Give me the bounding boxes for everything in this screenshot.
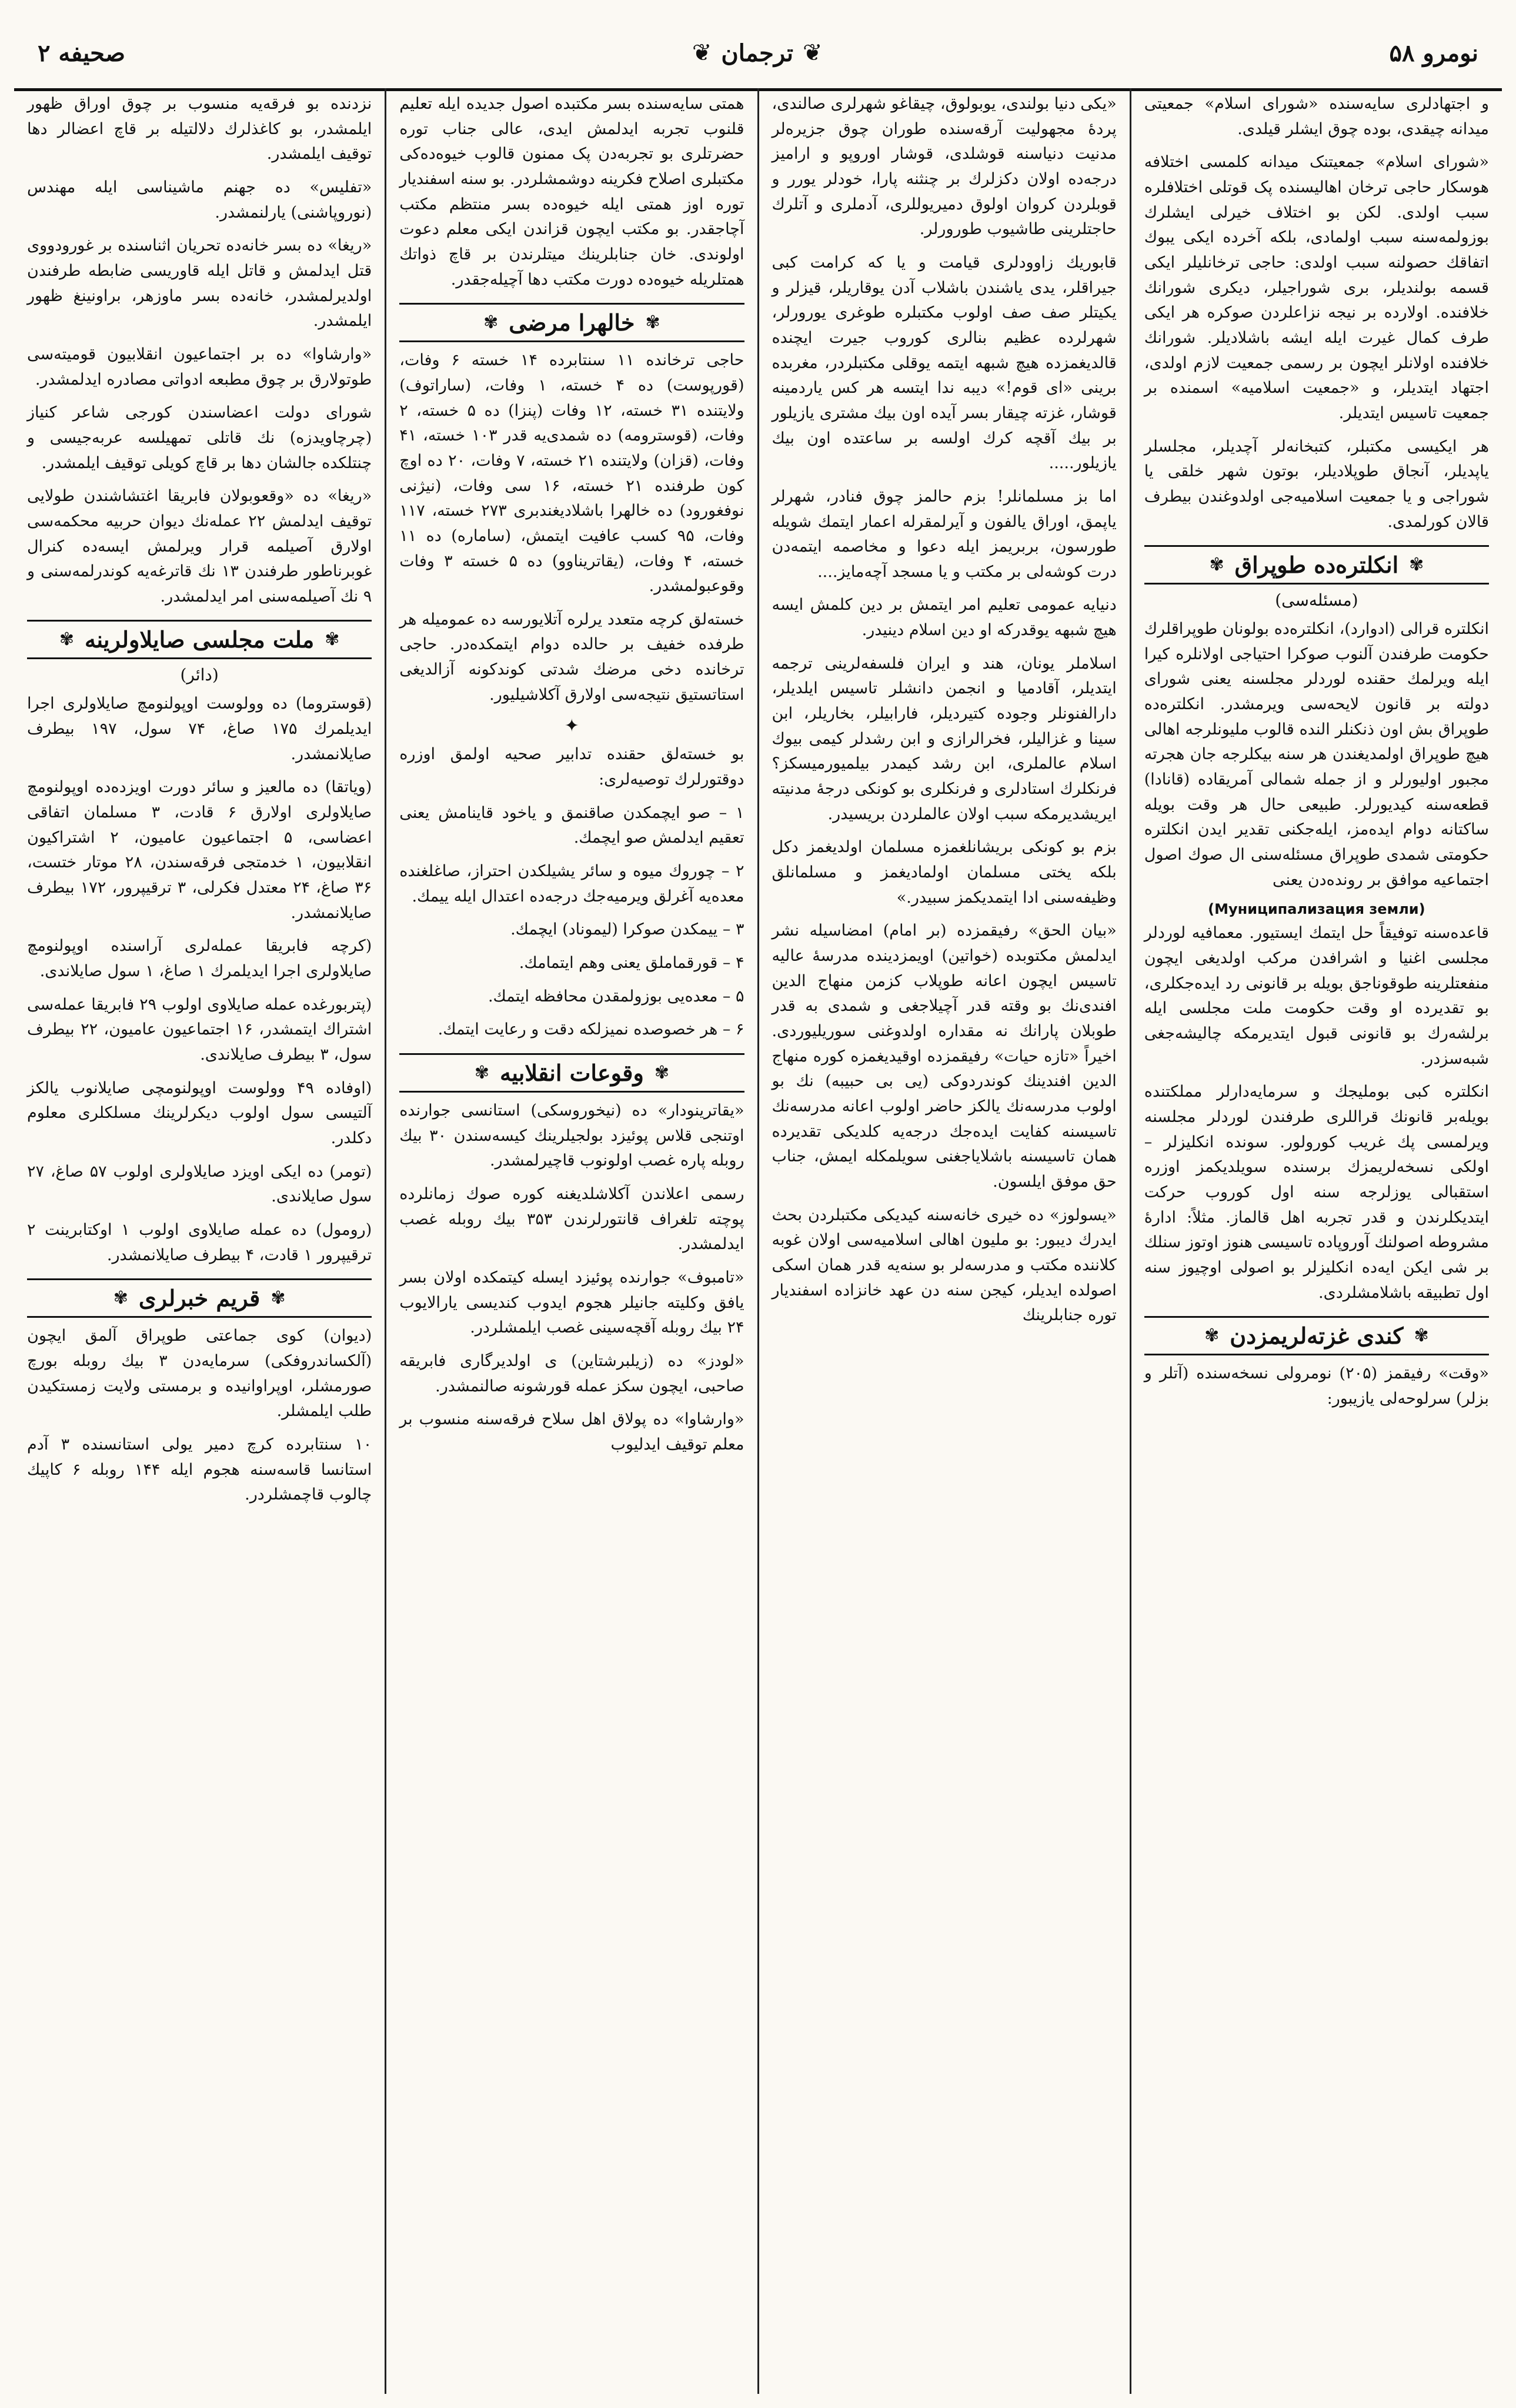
article-paragraph: قابوریك زاوودلری قیامت و یا که کرامت کبی جیراقلر، یدی یاشندن باشلاب آدن یوقاریلر، قیزلر و یکیتلر صف صف اولوب مکتبلره طوغری یورورلر، شهرلرده عظیم بنالری کوروب جیرت ایچنده قالدیغمزده هیچ شبهه ایتمه یوقلی مکتبلردر، مغربده برینی «ای قوم!» دیبه ندا ایتسه هر کس یاردمینه قوشار، غزته چیقار بسر آیده اون بیك مشتری یازیلور بر بیك آقچه کرك اولسه بر ساعتده اون بیك یازیلور..... — [772, 253, 1117, 473]
article-paragraph: «وقت» رفیقمز (۲۰۵) نومرولی نسخه‌سنده (آتلر و بزلر) سرلوحه‌لی یازیبور: — [1144, 1364, 1489, 1408]
article-paragraph: و اجتهادلری سایه‌سنده «شورای اسلام» جمعیتی میدانه چیقدی، بوده چوق ایشلر قیلدی. — [1144, 95, 1489, 138]
section-heading-text: کندی غزته‌لریمزدن — [1230, 1322, 1404, 1350]
section-heading-text: قریم خبرلری — [138, 1285, 261, 1312]
floral-ornament-icon: ✾ — [1204, 1325, 1220, 1347]
section-subheading: (دائر) — [180, 665, 219, 685]
article-paragraph: (تومر) ده ایکی اویزد صایلاولری اولوب ۵۷ صاغ، ۲۷ سول صایلاندی. — [27, 1162, 372, 1206]
article-paragraph: «یقاترینودار» ده (نیخوروسکی) استانسی جوارنده اوتنجی قلاس پوئیزد بولجیلرینك کیسه‌سندن ۳۰ بیك روبله پاره غصب اولونوب قاچیرلمشدر. — [399, 1101, 744, 1170]
column-3 — [385, 88, 757, 2394]
column-4 — [14, 88, 385, 2394]
article-paragraph: ۶ – هر خصوصده نمیزلکه دقت و رعایت ایتمك. — [438, 1020, 744, 1039]
floral-ornament-icon: ❦ — [692, 39, 712, 66]
section-heading — [1144, 1316, 1489, 1355]
column-1 — [1130, 88, 1502, 2394]
section-heading-text: انکلتره‌ده طوپراق — [1234, 552, 1399, 579]
article-paragraph: (ویاتقا) ده مالعیز و سائر دورت اویزده‌ده اوپولنومچ صایلاولری اولارق ۶ قادت، ۳ مسلمان اتفاقی اعضاسی، ۵ اجتماعیون عامیون، ۲ اشتراکیون انقلابیون، ۱ خدمتجی فرقه‌سندن، ۲۸ موتار ختست، ۳۶ صاغ، ۲۴ معتدل فکرلی، ۳ ترقیپرور، ۱۷۲ بیطرف صایلانمشدر. — [27, 778, 372, 922]
column-2 — [757, 88, 1130, 2394]
section-heading — [1144, 545, 1489, 585]
section-heading — [27, 620, 372, 659]
masthead-title-block — [692, 39, 823, 67]
columns-container — [14, 88, 1502, 2394]
article-paragraph: «ریغا» ده بسر خانه‌ده تحریان اثناسنده بر غورودووی قتل ایدلمش و قاتل ایله قاوریسی ضابطه طرفندن اولدیرلمشدر، خانه‌ده بسر ماوزهر، براونینغ ظهور ایلمشدر. — [27, 236, 372, 330]
article-paragraph: ۵ – معده‌یی بوزولمقدن محافظه ایتمك. — [487, 987, 744, 1006]
floral-ornament-icon: ✾ — [59, 629, 75, 650]
section-subheading: (مسئله‌سی) — [1275, 590, 1358, 610]
section-heading — [399, 303, 744, 342]
section-heading-text: خالهرا مرضی — [509, 309, 635, 336]
issue-number: نومرو ۵۸ — [1389, 39, 1478, 67]
latin-cyrillic-term: (Муниципализация земли) — [1208, 901, 1425, 918]
article-paragraph: بزم بو کونکی بریشانلغمزه مسلمان اولدیغمز دکل بلکه یختی مسلمان اولمادیغمز و مسلمانلق وظیفه‌سنی ادا ایتمدیکمز سبیدر.» — [772, 838, 1117, 907]
floral-ornament-icon: ✾ — [271, 1288, 286, 1309]
article-paragraph: «بیان الحق» رفیقمزده (بر امام) امضاسیله نشر ایدلمش مکتوبده (خواتین) اویمزدینده مدرسۀ عالیه تاسیس ایچون اعانه طوپلاب کزمن منهاج الدین افندی‌نك بو وقته قدر آچیلاجغی و شمدی به قدر طوبلان پارانك نه مقداره اولدوغنی سوریلیوردی. اخیراً «تازه حیات» رفیقمزده اوقیدیغمزه کوره منهاج الدین افندینك کوندردوکی (یی بی حبیبه) نك بو اولوب مدرسه‌نك یالکز حاضر اولوب اعانه مدرسه‌نك تاسیسنه کفایت ایده‌جك درجه‌یه کلدیکی تقدیرده همان تاسیسنه باشلایاجغنی سویلمکله ایمش، جناب حق موفق ایلسون. — [772, 921, 1117, 1191]
article-paragraph: (رومول) ده عمله صایلاوی اولوب ۱ اوکتابرینت ۲ ترقیپرور ۱ قادت، ۴ بیطرف صایلانمشدر. — [27, 1220, 372, 1264]
page-number: صحیفه ۲ — [38, 39, 125, 67]
article-paragraph: بو خسته‌لق حقنده تدابیر صحیه اولمق اوزره دوقتورلرك توصیه‌لری: — [399, 745, 744, 789]
article-paragraph: اسلاملر یونان، هند و ایران فلسفه‌لرینی ترجمه ایتدیلر، آقادمیا و انجمن دانشلر تاسیس ایلدیلر، دارالفنونلر وجوده کتیردیلر، فارابیلر، بخاریلر، ابن سینا و غزالیلر، فخرالرازی و ابن رشدلر کیمی بیوك اسلام عالملری، ابن رشد کیمدر بیلمیورمیسکز؟ فرنکلرك استادلری و فرنکلری بو کونکی درجۀ مدنیته ایریشدیرمکه سبب اولان عالملردن بریسیدر. — [772, 654, 1117, 823]
article-paragraph: ۲ – چوروك میوه و سائر یشیلکدن احتراز، صاغلغنده معده‌یه آغرلق ویرمیه‌جك درجه‌ده اعتدال ایله ییمك. — [399, 862, 744, 906]
article-paragraph: «تفلیس» ده جهنم ماشیناسی ایله مهندس (نوروپاشنی) یارلنمشدر. — [27, 178, 372, 222]
article-paragraph: «وارشاوا» ده پولاق اهل سلاح فرقه‌سنه منسوب بر معلم توقیف ایدلیوب — [399, 1410, 744, 1454]
article-paragraph: «ریغا» ده «وقعوبولان فابریقا اغتشاشندن طولایی توقیف ایدلمش ۲۲ عمله‌نك دیوان حربیه محکمه‌سی اولارق آصیلمه قرار ویرلمش ایسه‌ده کنرال غوبرناطور طرفندن ۱۳ نك قاترغه‌یه کوندرلمه‌سنی و ۹ نك آصیلمه‌سنی امر ایدلمشدر. — [27, 487, 372, 606]
article-paragraph: دنیایه عمومی تعلیم امر ایتمش بر دین کلمش ایسه هیچ شبهه یوقدرکه او دین اسلام دینیدر. — [772, 596, 1117, 640]
article-paragraph: (کرچه فابریقا عمله‌لری آراسنده اوپولنومچ صایلاولری اجرا ایدیلمرك ۱ صاغ، ۱ سول صایلاندی. — [27, 937, 372, 981]
floral-ornament-icon: ❦ — [803, 39, 823, 66]
article-paragraph: (پتربورغده عمله صایلاوی اولوب ۲۹ فابریقا عمله‌سی اشتراك ایتمشدر، ۱۶ اجتماعیون عامیون، ۲۲ بیطرف سول، ۳ بیطرف صایلاندی. — [27, 995, 372, 1064]
floral-ornament-icon: ✾ — [1409, 555, 1424, 576]
floral-ornament-icon: ✾ — [645, 312, 660, 333]
article-paragraph: «وارشاوا» ده بر اجتماعیون انقلابیون قومیته‌سی طوتولارق بر چوق مطبعه ادواتی مصادره ایدلمشدر. — [27, 345, 372, 389]
floral-ornament-icon: ✾ — [1414, 1325, 1429, 1347]
article-paragraph: هر ایکیسی مکتبلر، کتبخانه‌لر آچدیلر، مجلسلر یاپدیلر، آنجاق طوپلادیلر، بوتون شهر خلقی یا شوراجی و یا جمعیت اسلامیه‌جی اولدوغندن بیطرف قالان کورلمدی. — [1144, 437, 1489, 531]
section-heading — [399, 1053, 744, 1093]
floral-ornament-icon: ✾ — [1209, 555, 1224, 576]
floral-ornament-icon: ✾ — [325, 629, 340, 650]
floral-ornament-icon: ✾ — [483, 312, 499, 333]
article-paragraph: «یسولوز» ده خیری خانه‌سنه کیدیکی مکتبلردن بحث ایدرك دیبور: بو ملیون اهالی اسلامیه‌سی اولان غوبه کلاننده مکتب و مدرسه‌لر بو سنه‌یه قدر همان اسکی اصولده ایدیلر، کیجن سنه‌ دن عهد خانزاده اسفندیار توره جنابلرینك — [772, 1205, 1117, 1325]
article-paragraph: شورای دولت اعضاسندن کورجی شاعر کنیاز (چرچاویدزه) نك قاتلی تمهیلسه عربه‌جیسی و چنتلکده جالشان دها بر قاچ کویلی توقیف ایلمشدر. — [27, 403, 372, 472]
article-paragraph: انکلتره کبی بوملیجك و سرمایه‌دارلر مملکتنده بویله‌بر قانونك قراللری طرفندن لوردلر مجلسنه ویرلمسی پك غریب کورولور. سونده انکلیزلر – اولکی نسخه‌لریمزك برسنده‌ سویلدیکمز اوزره استقبالی یوزلرجه سنه اول کوروب حرکت ایتدیکلرندن و قدر تجربه اهل قالماز. مثلاً: ادارۀ مشروطه اصولنك آوروپاده تاسیسی هنوز اوتوز سنلك بر شی ایکن ایه‌ده انکلیزلر بو اصولی اوچیوز سنه اول تطبیقه باشلامشلردی. — [1144, 1083, 1489, 1302]
article-paragraph: همتی سایه‌سنده بسر مکتبده اصول جدیده ایله تعلیم قلنوب تجربه ایدلمش ایدی، عالی جناب توره حضرتلری بو تجربه‌دن پک ممنون قالوب خیوه‌ده‌کی مکتبلری اصلاح فکرینه دوشمشلردر. بو سنه اسفندیار توره اوز همتی ایله خیوه‌ده بسر منتظم مکتب آچاجقدر. بو مکتب ایچون قزاندن ایکی معلم دعوت اولوندی. خان جنابلرینك میتلرندن بر قاچ ذواتك همتلریله خیوه‌ده دورت مکتب دها آچیله‌جقدر. — [399, 95, 744, 289]
article-paragraph: ۴ – قورقماملق یعنی وهم ایتمامك. — [519, 954, 744, 973]
floral-ornament-icon: ✾ — [474, 1063, 489, 1083]
section-heading-text: ملت مجلسی صایلاولرینه — [85, 626, 315, 653]
article-paragraph: اما بز مسلمانلر! بزم حالمز چوق فنادر، شهرلر یاپمق، اوراق یالفون و آیرلمقرله اعمار ایتمك شویله طورسون، بربریمز ایله دعوا و مخاصمه ایتمه‌دن درت کوشه‌لی بر مکتب و یا مسجد آچه‌مایز.... — [772, 487, 1117, 581]
floral-ornament-icon: ✾ — [113, 1288, 128, 1309]
article-paragraph: حاجی ترخانده ۱۱ سنتابرده ۱۴ خسته ۶ وفات، (قورپوست) ده ۴ خسته، ۱ وفات، (ساراتوف) ولایتنده ۳۱ خسته، ۱۲ وفات (پنزا) ده ۵ خسته، ۲ وفات، (قوسترومه) ده شمدی‌یه قدر ۱۰۳ خسته، ۴۱ وفات، (قزان) ولایتنده ۲۱ خسته، ۷ وفات، ۲۰ ده اوچ کون طرفنده ۲۱ خسته، ۱۶ سی وفات، (نیژنی نوفغورود) ده خالهرا باشلادیغندبری ۲۷۳ خسته، ۱۱۷ وفات، ۹۵ کسب عافیت ایتمش، (ساماره) ده ۱۱ خسته، ۴ وفات، (یقاتریناوو) ده ۵ خسته ۳ وفات وقوعبولمشدر. — [399, 351, 744, 596]
section-heading — [27, 1278, 372, 1318]
article-paragraph: ۱ – صو ایچمکدن صاقنمق و یاخود قاینامش یعنی تعقیم ایدلمش صو ایچمك. — [399, 803, 744, 847]
article-paragraph: (اوفاده ۴۹ وولوست اوپولنومچی صایلانوب یالکز آلتیسی سول اولوب دیکرلرینك مسلکلری معلوم دکلدر. — [27, 1078, 372, 1147]
masthead — [14, 18, 1502, 91]
fleuron-divider-icon: ✦ — [564, 716, 579, 737]
article-paragraph: (قوستروما) ده وولوست اوپولنومچ صایلاولری اجرا ایدیلمرك ۱۷۵ صاغ، ۷۴ سول، ۱۹۷ بیطرف صایلانمشدر. — [27, 694, 372, 763]
article-paragraph: «تامبوف» جوارنده پوئیزد ایسله کیتمکده اولان بسر یافق وکلیته جانیلر هجوم ایدوب کندیسی یارالایوب ۲۴ بیك روبله آقچه‌سینی غصب ایلمشلردر. — [399, 1268, 744, 1337]
article-paragraph: (دیوان) کوی جماعتی طوپراق آلمق ایچون (آلکساندروفکی) سرمایه‌دن ۳ بیك روبله بورچ صورمشلر، اوپراوانیده و برمستی ولایت زمستکیدن طلب ایلمشلر. — [27, 1327, 372, 1421]
floral-ornament-icon: ✾ — [654, 1063, 669, 1083]
paper-title: ترجمان — [721, 39, 794, 67]
article-paragraph: «شورای اسلام» جمعیتنک میدانه کلمسی اختلافه هوسکار حاجی ترخان اهالیسنده پک قوتلی اختلافلره سبب اولدی. لکن بو اختلاف خیرلی ایشلرك بوزولمه‌سنه سبب اولمادی، بلکه آخرده ایکی یبوك اتفاقك حصولنه سبب اولدی: حاجی ترخانلیلر ایکی قسمه بولندیلر، بری شوراجیلر، دیکری شورانك خلافنده. اولارده بر نیجه نزاعلردن صوکره هر ایکی طرف کمال غیرت ایله ایشه باشلادیلر. شورانك خلافنده اولانلر ایچون بر رسمی جمعیت لازم اولدی، اجتهاد ایتدیلر، و «جمعیت اسلامیه» اسمنده بر جمعیت تاسیس ایتدیلر. — [1144, 153, 1489, 422]
article-paragraph: رسمی اعلاندن آکلاشلدیغنه کوره صوك زمانلرده پوچته تلغراف قانتورلرندن ۳۵۳ بیك روبله غصب ایدلمشدر. — [399, 1184, 744, 1254]
article-paragraph: انکلتره قرالی (ادوارد)، انکلتره‌ده بولونان طوپراقلرك حکومت طرفندن آلنوب صوکرا احتیاجی اولانلره کیرا ایله ویرلمك حقنده لوردلر مجلسنه یعنی شورای دولته بر قانون لایحه‌سی ویرمشدر. انکلتره‌ده طوپراق بش اون ذنکنلر النده قالوب ملیونلرجه اهالی هیچ طوپراق اولمدیغندن هر سنه بیکلرجه جان هجرته مجبور اولیورلر و از جمله شمالی آمریقاده (قانادا) قطعه‌سنه کیدیورلر. طبیعی حال هر وقت بویله ساکتانه دوام ایده‌مز، ایله‌جکنی تقدیر ایدن انکلتره حکومتی شمدی طوپراق مسئله‌سنی ال صوك اصول اجتماعیه موافق بر رونده‌دن یعنی — [1144, 620, 1489, 889]
article-paragraph: خسته‌لق کرچه متعدد یرلره آتلایورسه ده عمومیله هر طرفده خفیف بر حالده دوام ایتمکده‌در. حاجی ترخانده دخی مرضك شدتی کوندکونه آزالدیغی استاتستیق نتیجه‌سی اولارق آکلاشیلیور. — [399, 610, 744, 704]
article-paragraph: ۳ – ییمکدن صوکرا (لیموناد) ایچمك. — [510, 920, 744, 939]
article-paragraph: نزدنده بو فرقه‌یه منسوب بر چوق اوراق ظهور ایلمشدر، بو کاغذلرك دلالتیله بر قاچ اعضالر دها توقیف ایلمشدر. — [27, 95, 372, 163]
article-paragraph: «یکی دنیا بولندی، یوبولوق، چیقاغو شهرلری صالندی، پردۀ مجهولیت آرقه‌سنده طوران چوق جزیره‌لر مدنیت دنیاسنه قوشلدی، قوشار اوروپو و ارامیز درجه‌ده اولان دکزلرك بر چنثنه پارا، خودلر یورر و قوبلردن کروان اولوق دمیریوللری، آدملری و آتلرك حاجتلرینی طاشیوب طورورلر. — [772, 95, 1117, 239]
section-heading-text: وقوعات انقلابیه — [499, 1060, 644, 1086]
article-paragraph: ۱۰ سنتابرده کرچ دمیر یولی استانسنده ۳ آدم استانسا قاسه‌سنه هجوم ایله ۱۴۴ روبله ۶ کاپیك چالوب قاچمشلردر. — [27, 1435, 372, 1504]
article-paragraph: قاعده‌سنه توفیقاً حل ایتمك ایستیور. معمافیه لوردلر مجلسی اغنیا و اشرافدن مرکب اولدیغی ایچون منفعتلرینه طوقوناجق بویله بر قانونی رد ایده‌جکلری، بو تقدیرده او وقت حکومت ملت مجلسی ایله برلشه‌رك بو قانونی قبول ایتدیرمکه چالیشه‌جغی شبه‌سزدر. — [1144, 924, 1489, 1068]
article-paragraph: «لودز» ده (زیلبرشتاین) ی اولدیرگاری فابریقه صاحبی، ایچون سکز عمله قورشونه صالنمشدر. — [399, 1351, 744, 1395]
